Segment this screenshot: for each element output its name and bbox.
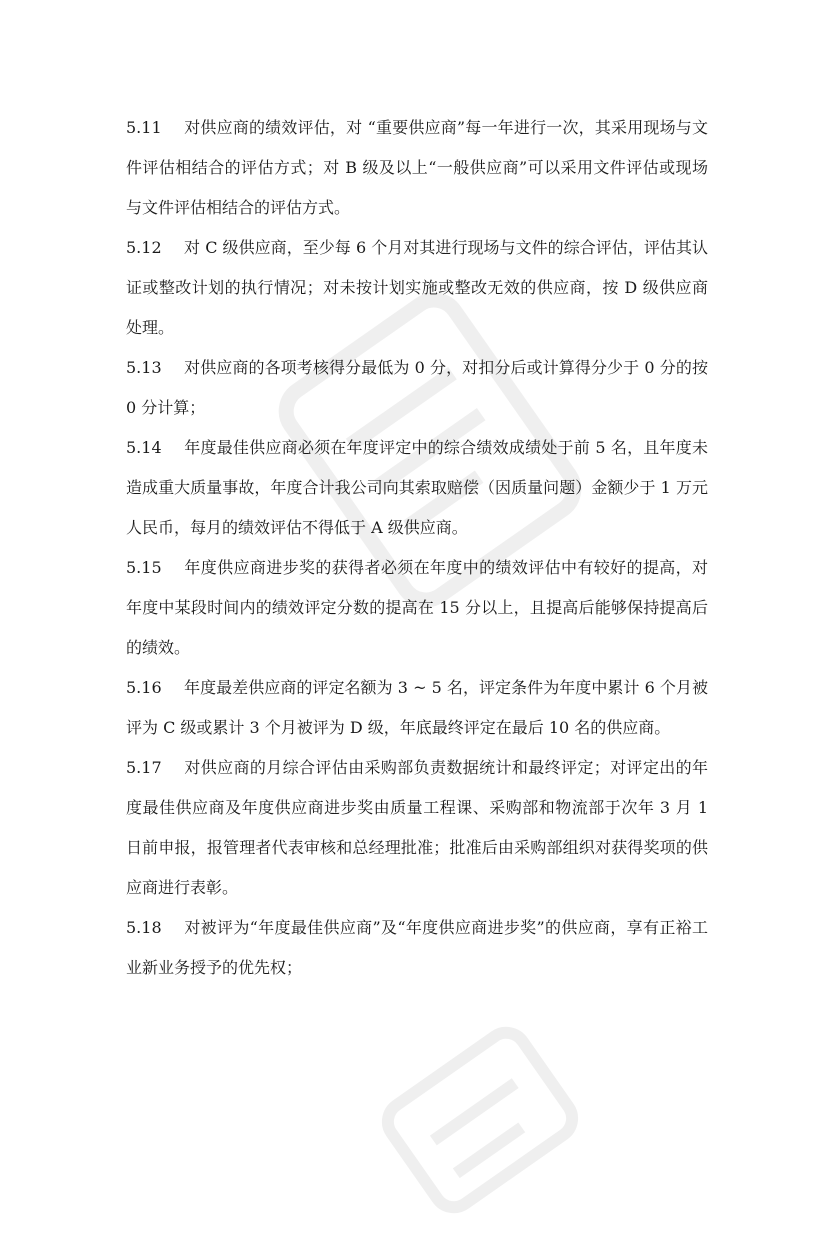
document-body [126,108,708,988]
clause-text: 年度最差供应商的评定名额为 3 ~ 5 名，评定条件为年度中累计 6 个月被评为 C 级或累计 3 个月被评为 D 级，年底最终评定在最后 10 名的供应商。 [126,678,708,737]
clause-number: 5.11 [126,118,162,137]
clause-text: 对供应商的各项考核得分最低为 0 分，对扣分后或计算得分少于 0 分的按 0 分计算； [126,358,708,417]
clause-paragraph [126,108,708,228]
clause-number: 5.12 [126,238,162,257]
clause-paragraph [126,668,708,748]
clause-paragraph [126,228,708,348]
clause-paragraph [126,748,708,908]
clause-number: 5.17 [126,758,162,777]
clause-paragraph [126,348,708,428]
clause-text: 对 C 级供应商，至少每 6 个月对其进行现场与文件的综合评估，评估其认证或整改计划的执行情况；对未按计划实施或整改无效的供应商，按 D 级供应商处理。 [126,238,708,337]
clause-paragraph [126,428,708,548]
clause-text: 年度供应商进步奖的获得者必须在年度中的绩效评估中有较好的提高，对年度中某段时间内的绩效评定分数的提高在 15 分以上，且提高后能够保持提高后的绩效。 [126,558,708,657]
clause-number: 5.16 [126,678,162,697]
clause-paragraph [126,548,708,668]
clause-text: 对供应商的月综合评估由采购部负责数据统计和最终评定；对评定出的年度最佳供应商及年度供应商进步奖由质量工程课、采购部和物流部于次年 3 月 1 日前申报，报管理者代表审核和总经理批准；批准后由采购部组织对获得奖项的供应商进行表彰。 [126,758,708,897]
clause-number: 5.18 [126,918,162,937]
clause-paragraph [126,908,708,988]
clause-number: 5.13 [126,358,162,377]
clause-text: 年度最佳供应商必须在年度评定中的综合绩效成绩处于前 5 名，且年度未造成重大质量事故，年度合计我公司向其索取赔偿（因质量问题）金额少于 1 万元人民币，每月的绩效评估不得低于 A 级供应商。 [126,438,708,537]
clause-text: 对被评为“年度最佳供应商”及“年度供应商进步奖”的供应商，享有正裕工业新业务授予的优先权； [126,918,708,977]
clause-number: 5.14 [126,438,162,457]
clause-text: 对供应商的绩效评估，对 “重要供应商”每一年进行一次，其采用现场与文件评估相结合的评估方式；对 B 级及以上“一般供应商”可以采用文件评估或现场与文件评估相结合的评估方式。 [126,118,708,217]
watermark-logo-icon [344,991,616,1248]
clause-number: 5.15 [126,558,162,577]
